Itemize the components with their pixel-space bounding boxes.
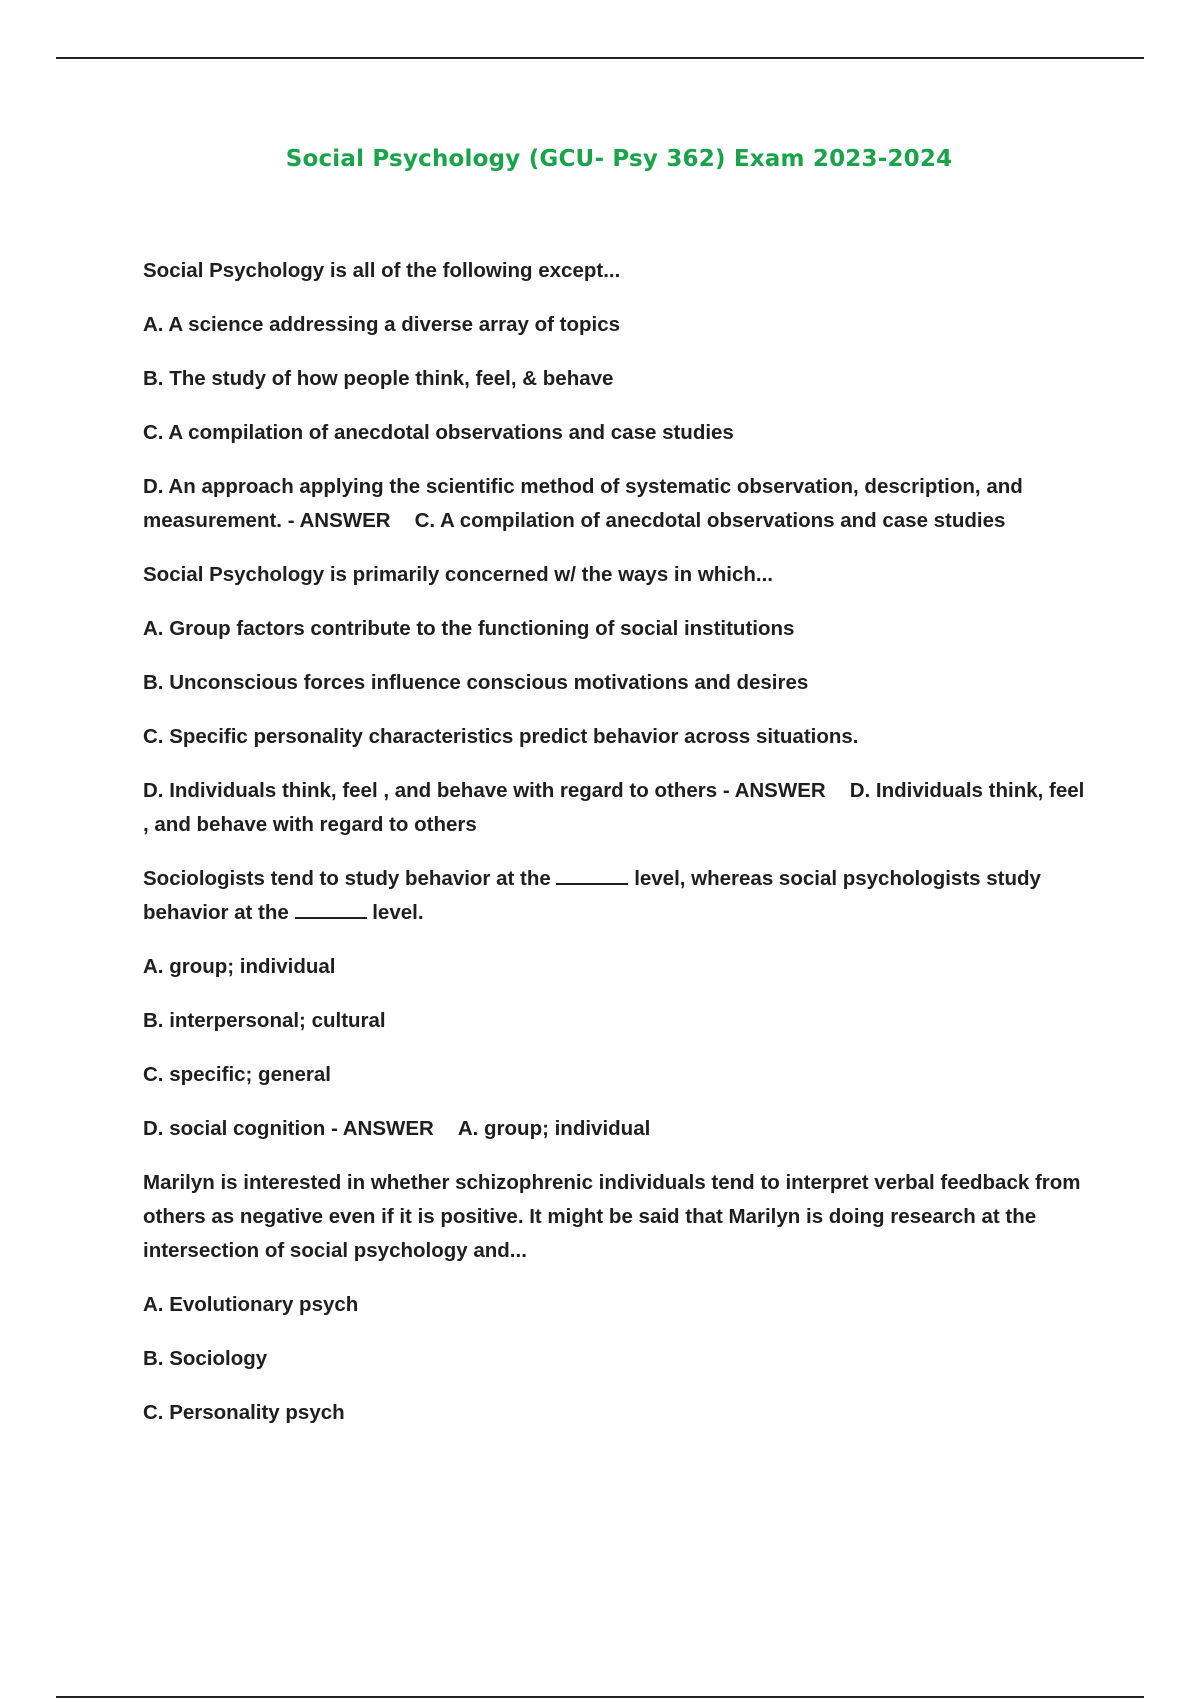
option-c: C. Specific personality characteristics predict behavior across situations. [143,725,859,748]
stem-part-3: level. [372,901,424,924]
option-b: B. Unconscious forces influence conscious motivations and desires [143,671,809,694]
top-rule [56,57,1144,59]
question-stem: Marilyn is interested in whether schizophrenic individuals tend to interpret verbal feedback from others as negative even if it is positive. It might be said that Marilyn is doing research at the intersection of social psychology and... [143,1171,1081,1262]
question-stem: Social Psychology is all of the following except... [143,259,621,282]
stem-part-2: level, whereas social psychologists study behavior at the [143,867,1041,924]
option-d: D. social cognition [143,1117,326,1140]
exam-content [143,254,1088,1450]
answer-label: - ANSWER [330,1117,434,1140]
option-a: A. Group factors contribute to the functioning of social institutions [143,617,795,640]
stem-part-1: Sociologists tend to study behavior at the [143,867,551,890]
blank-line [295,899,367,919]
option-d-with-answer [143,470,1088,538]
answer-label: - ANSWER [722,779,826,802]
document-title: Social Psychology (GCU- Psy 362) Exam 2023-2024 [285,146,953,172]
option-a: A. A science addressing a diverse array of topics [143,313,621,336]
option-b: B. interpersonal; cultural [143,1009,386,1032]
blank-line [556,865,628,885]
bottom-rule [56,1696,1144,1698]
option-c: C. Personality psych [143,1401,345,1424]
option-c: C. A compilation of anecdotal observations and case studies [143,421,734,444]
option-a: A. group; individual [143,955,336,978]
answer-text: A. group; individual [457,1117,651,1140]
option-b: B. The study of how people think, feel, & behave [143,367,614,390]
answer-text: D. Individuals think, feel , and behave with regard to others [143,779,1085,836]
option-b: B. Sociology [143,1347,268,1370]
option-d-with-answer [143,774,1088,842]
option-a: A. Evolutionary psych [143,1293,359,1316]
question-stem [143,862,1088,930]
option-c: C. specific; general [143,1063,331,1086]
question-stem: Social Psychology is primarily concerned w/ the ways in which... [143,563,774,586]
option-d: D. Individuals think, feel , and behave with regard to others [143,779,718,802]
option-d: D. An approach applying the scientific method of systematic observation, description, and measurement. [143,475,1023,532]
answer-text: C. A compilation of anecdotal observations and case studies [414,509,1006,532]
answer-label: - ANSWER [287,509,391,532]
option-d-with-answer [143,1112,1088,1146]
